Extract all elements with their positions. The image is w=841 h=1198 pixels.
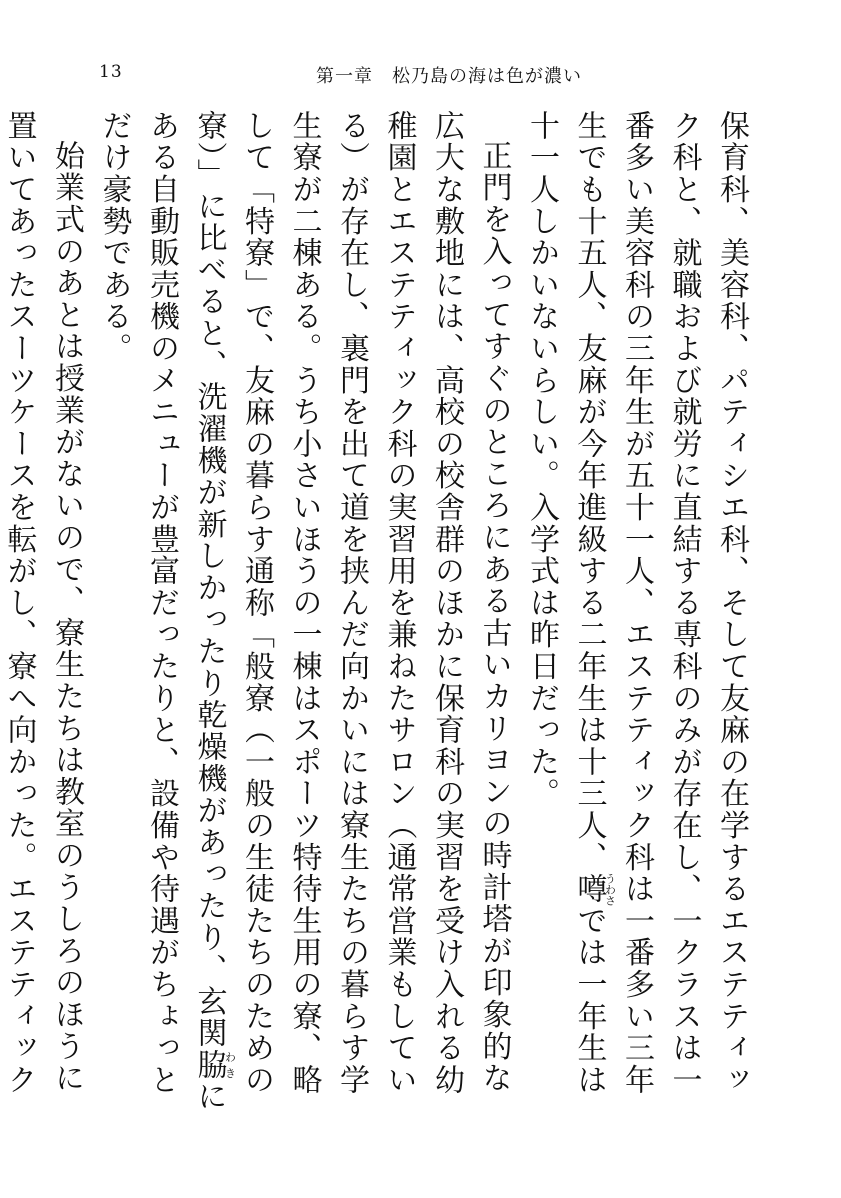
ruby-annotation <box>191 1049 237 1081</box>
text-run: ねたサロン（通常営業もしている）が存在し、裏門を出て道を挟んだ向かいには寮生たち <box>334 110 417 1096</box>
ruby-reading: わき <box>223 1049 237 1081</box>
text-run: ケースを転がし、寮へ向かった。エステティック <box>1 396 37 1096</box>
ruby-base: 脇 <box>191 1049 227 1081</box>
text-run: 寮」で、友麻の暮らす通称「般寮（一般の生徒たちのための寮）」に比べると、洗濯機が <box>191 110 274 1096</box>
text-run: 保育科、美容科、パティシエ科、そして友麻の在学するエステティック科と、就職およ <box>666 110 749 1096</box>
ruby-reading: うわさ <box>603 872 617 906</box>
text-run: 設備や待遇がちょっとだけ豪勢である。 <box>96 110 179 1096</box>
page-number: 13 <box>99 62 123 82</box>
text-run: の暮らす学生寮が二棟ある。うち小さいほうの一棟はスポーツ特待生用の寮、略して「特 <box>239 110 369 1096</box>
text-run: にある自動販売機のメニューが豊富だったりと、 <box>144 110 227 1113</box>
text-run: エステティック科は一番多い三年生でも十五人、友麻が今年進級する二年生は十三人、 <box>571 110 654 1096</box>
paragraph <box>90 110 518 1120</box>
page-header <box>0 62 841 92</box>
chapter-title: 第一章 松乃島の海は色が濃い <box>316 66 582 87</box>
text-run: 新しかったり乾燥機があったり、玄関 <box>191 508 227 1050</box>
ruby-base: 噂 <box>571 872 607 906</box>
text-run: では一年生は十一人しかいないらしい。入学式は昨日だった。 <box>524 110 607 1096</box>
paragraph <box>518 110 756 1120</box>
ruby-annotation <box>571 872 617 906</box>
body-text <box>1 110 755 1120</box>
paragraph <box>0 110 90 1120</box>
text-run: 正門を入ってすぐのところにある古いカリヨンの時計塔が印象的な広大な敷地には、 <box>429 110 512 1094</box>
text-run: 高校の校舎群のほかに保育科の実習を受け入れる幼稚園とエステティック科の実習用を兼 <box>381 110 464 1096</box>
text-run: び就労に直結する専科のみが存在し、一クラスは一番多い美容科の三年生が五十一人、 <box>619 110 702 1096</box>
text-run: 始業式のあとは授業がないので、寮生たちは教室のうしろのほうに置いてあったスーツ <box>1 110 84 1094</box>
